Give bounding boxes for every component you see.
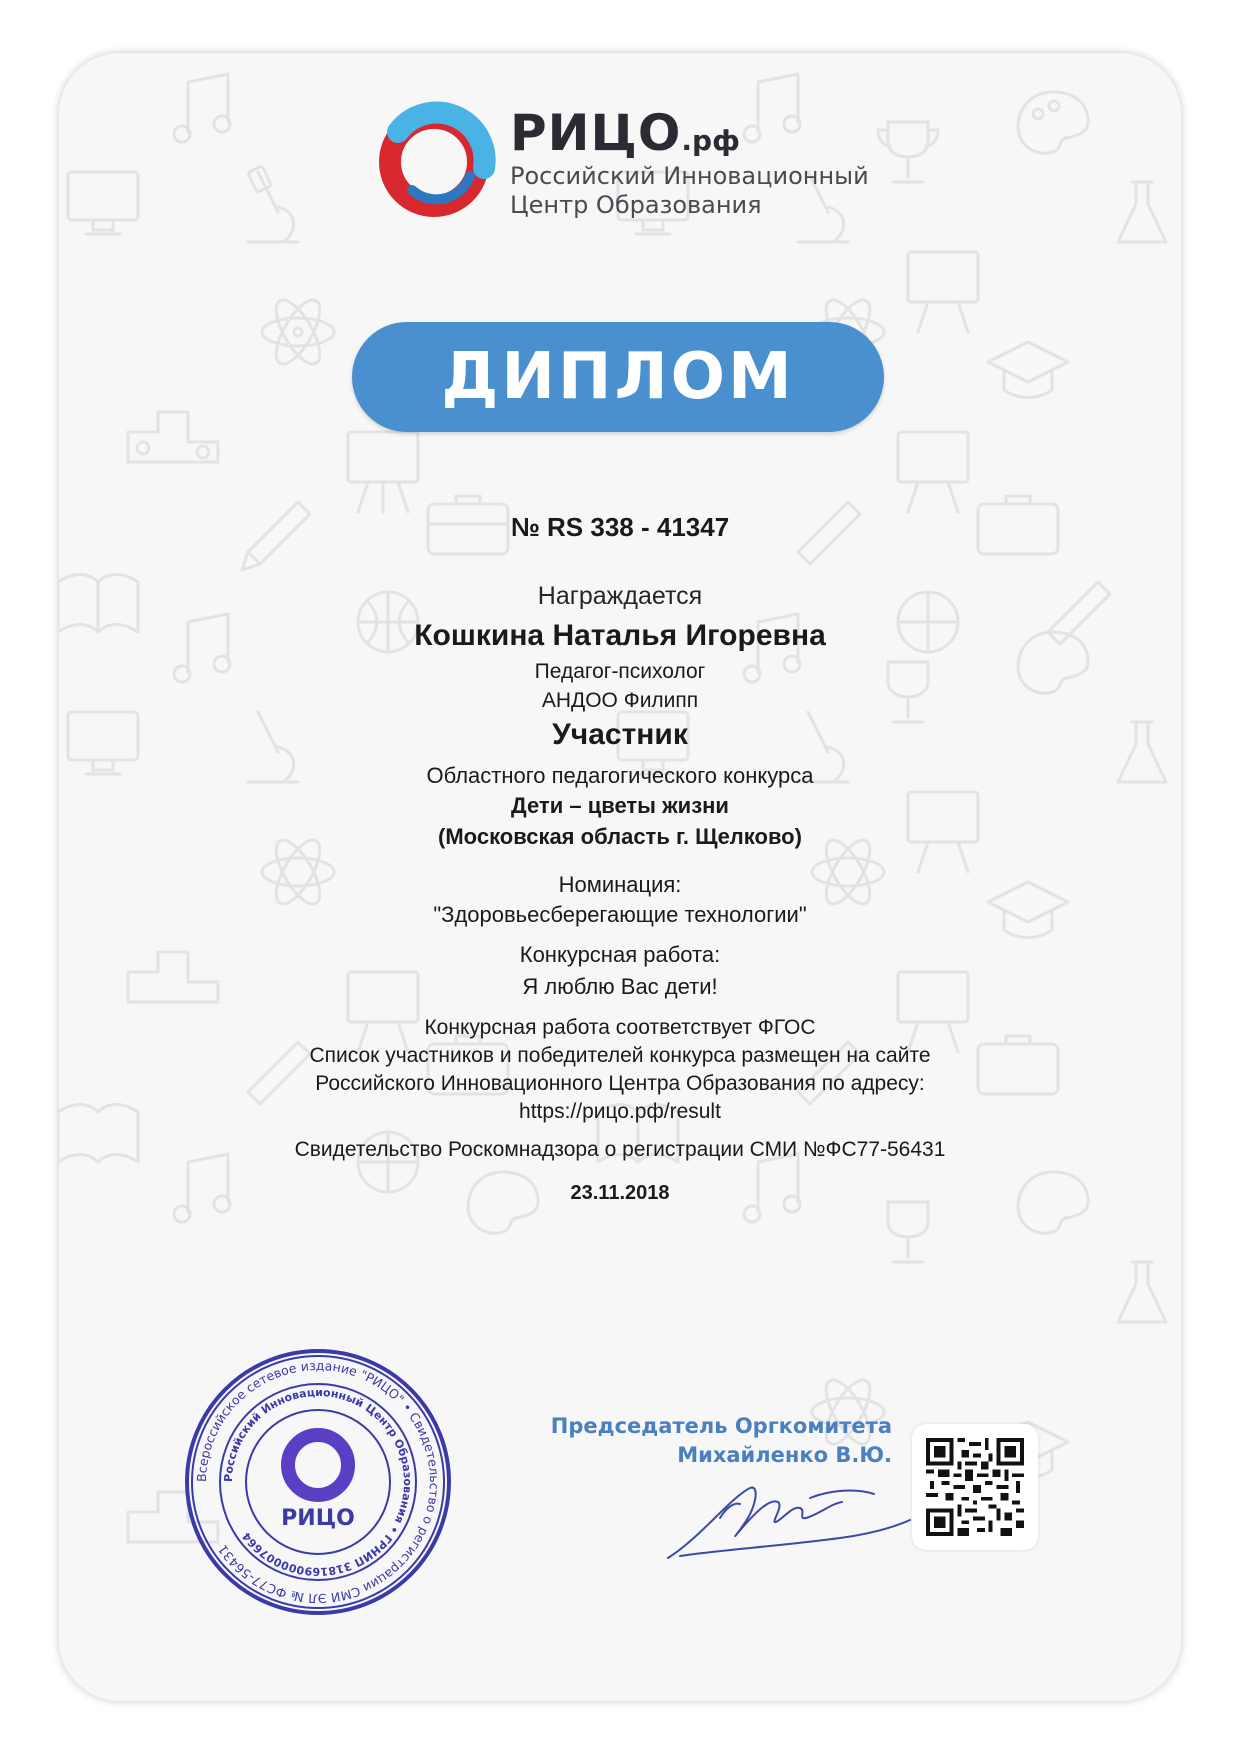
chairman-title: Председатель Оргкомитета xyxy=(550,1414,892,1438)
awarded-label: Награждается xyxy=(537,582,703,610)
microscope-icon xyxy=(248,166,298,242)
easel-icon xyxy=(898,432,968,512)
logo-title: РИЦО.рф xyxy=(510,104,740,162)
person-name: Кошкина Наталья Игоревна xyxy=(414,619,826,652)
pencil-icon xyxy=(1048,582,1110,644)
chairman-name: Михайленко В.Ю. xyxy=(677,1443,892,1467)
work-label: Конкурсная работа: xyxy=(519,942,721,967)
nomination-label: Номинация: xyxy=(558,872,682,897)
easel-icon xyxy=(908,252,978,332)
palette-icon xyxy=(1018,92,1088,153)
fgos-line: Конкурсная работа соответствует ФГОС xyxy=(424,1016,816,1039)
work-value: Я люблю Вас дети! xyxy=(522,974,718,999)
diploma-number: № RS 338 - 41347 xyxy=(510,512,730,542)
computer-icon xyxy=(68,172,138,234)
smi-registration: Свидетельство Роскомнадзора о регистрации СМИ №ФС77-56431 xyxy=(294,1138,946,1161)
music-note-icon xyxy=(174,74,230,142)
atom-icon xyxy=(812,1374,884,1450)
logo-subtitle: Российский Инновационный Центр Образования xyxy=(510,162,869,219)
qr-code[interactable] xyxy=(912,1424,1038,1550)
stamp-outer-text: Всероссийское сетевое издание "РИЦО" • Свидетельство о регистрации СМИ ЭЛ № ФС77-56431 xyxy=(193,1357,443,1607)
graduation-cap-icon xyxy=(988,342,1068,398)
results-line-1: Список участников и победителей конкурса размещен на сайте xyxy=(309,1044,931,1067)
podium-icon xyxy=(128,412,218,462)
diploma-date: 23.11.2018 xyxy=(570,1182,670,1204)
competition-title: Дети – цветы жизни xyxy=(511,793,729,818)
nomination-value: "Здоровьесберегающие технологии" xyxy=(433,902,807,927)
atom-icon xyxy=(262,294,334,370)
stamp-center-label: РИЦО xyxy=(281,1506,355,1531)
competition-label: Областного педагогического конкурса xyxy=(426,763,814,788)
flask-icon xyxy=(1118,722,1166,782)
trophy-icon xyxy=(888,1202,928,1262)
qr-code-icon xyxy=(926,1438,1024,1536)
book-icon xyxy=(58,575,138,633)
diploma-banner: ДИПЛОМ xyxy=(352,322,884,432)
award-status: Участник xyxy=(552,718,688,751)
competition-place: (Московская область г. Щелково) xyxy=(438,824,802,849)
stamp-inner-text: Российский Инновационный Центр Образования • ГРНИП 318169000007664 xyxy=(221,1385,415,1579)
results-line-2: Российского Инновационного Центра Образования по адресу: xyxy=(315,1072,925,1095)
book-icon xyxy=(58,1105,138,1163)
official-stamp xyxy=(183,1347,453,1617)
easel-icon xyxy=(348,432,418,512)
flask-icon xyxy=(1118,1262,1166,1322)
svg-text:Российский Инновационный Центр xyxy=(222,1386,414,1578)
person-position: Педагог-психолог xyxy=(534,660,706,683)
results-site-link[interactable]: https://рицо.рф/result xyxy=(519,1100,721,1123)
computer-icon xyxy=(68,712,138,774)
person-organization: АНДОО Филипп xyxy=(541,689,699,712)
flask-icon xyxy=(1118,182,1166,242)
handwritten-signature xyxy=(660,1458,920,1578)
rico-logo xyxy=(372,98,892,228)
rico-ring-logo xyxy=(372,98,496,222)
